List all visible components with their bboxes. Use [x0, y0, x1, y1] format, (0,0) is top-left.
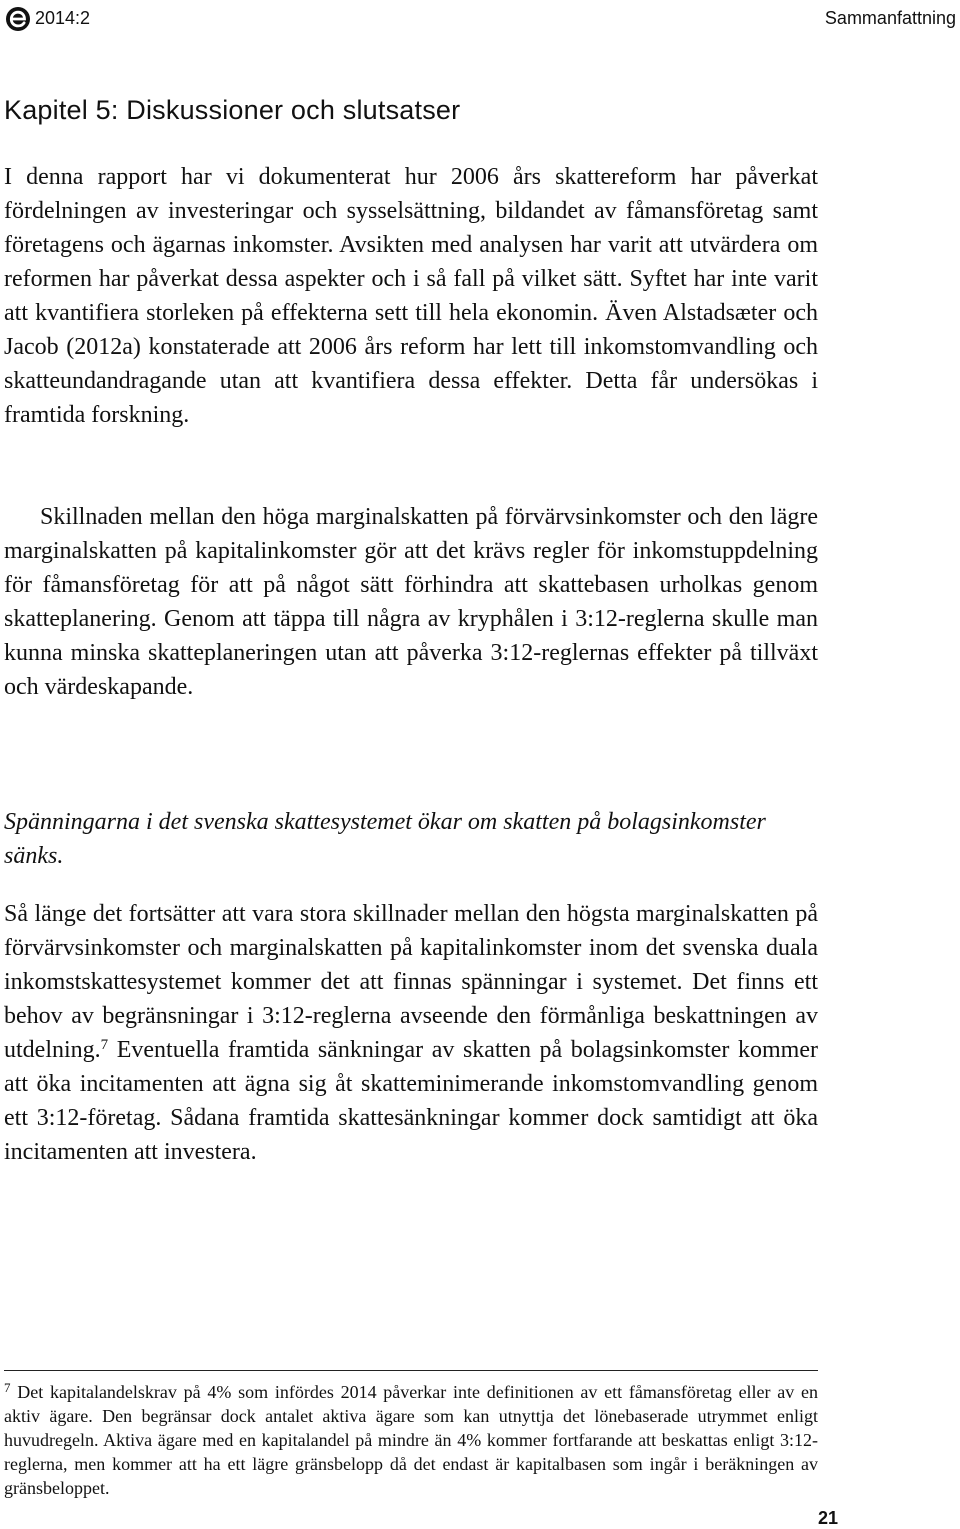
paragraph-2: Skillnaden mellan den höga marginalskatten på förvärvsinkomster och den lägre marginalskatten på kapitalinkomster gör att det krävs regler för inkomstuppdelning för fåmansföretag för att på något sätt förhindra att skattebasen urholkas genom skatteplanering. Genom att täppa till några av kryphålen i 3:12-reglerna skulle man kunna minska skatteplaneringen utan att påverka 3:12-reglernas effekter på tillväxt och värdeskapande. — [4, 504, 818, 700]
paragraph-3 — [4, 897, 818, 1169]
page-number: 21 — [818, 1508, 839, 1528]
paragraph-3-text-after-note: Eventuella framtida sänkningar av skatten på bolagsinkomster kommer att öka incitamenten att ägna sig åt skatteminimerande inkomstomvandling genom ett 3:12-företag. Sådana framtida skattesänkningar kommer dock samtidigt att öka incitamenten att investera. — [4, 1037, 818, 1165]
paragraph-3-text-before-note: Så länge det fortsätter att vara stora skillnader mellan den högsta marginalskatten på förvärvsinkomster och marginalskatten på kapitalinkomster inom det svenska duala inkomstskattesystemet kommer det att finnas spänningar i systemet. Det finns ett behov av begränsningar i 3:12-reglerna avseende den förmånliga beskattningen av utdelning. — [4, 901, 818, 1063]
footnote — [4, 1380, 818, 1500]
issue-number: 2014:2 — [35, 8, 91, 28]
e-logo-icon — [5, 6, 31, 32]
chapter-title: Kapitel 5: Diskussioner och slutsatser — [4, 95, 461, 125]
page-header — [0, 0, 960, 40]
section-label: Sammanfattning — [824, 8, 956, 28]
section-subheading: Spänningarna i det svenska skattesystemet ökar om skatten på bolagsinkomster sänks. — [4, 809, 766, 869]
paragraph-1: I denna rapport har vi dokumenterat hur 2006 års skattereform har påverkat fördelningen av investeringar och sysselsättning, bildandet av fåmansföretag samt företagens och ägarnas inkomster. Avsikten med analysen har varit att utvärdera om reformen har påverkat dessa aspekter och i så fall på vilket sätt. Syftet har inte varit att kvantifiera storleken på effekterna sett till hela ekonomin. Även Alstadsæter och Jacob (2012a) konstaterade att 2006 års reform har lett till inkomstomvandling och skatteundandragande utan att kvantifiera dessa effekter. Detta får undersökas i framtida forskning. — [4, 164, 818, 428]
footnote-text: Det kapitalandelskrav på 4% som infördes 2014 påverkar inte definitionen av ett fåmansföretag eller av en aktiv ägare. Den begränsar dock antalet aktiva ägare som kan utnyttja det lönebaserade utrymmet enligt huvudregeln. Aktiva ägare med en kapitalandel på mindre än 4% kommer fortfarande att beskattas enligt 3:12-reglerna, men kommer att ha ett lägre gränsbelopp då det endast är kapitalbasen som ingår i beräkningen av gränsbeloppet. — [4, 1382, 818, 1498]
footnote-reference[interactable]: 7 — [100, 1037, 109, 1053]
footnote-divider — [4, 1370, 818, 1371]
footnote-number: 7 — [4, 1380, 11, 1395]
